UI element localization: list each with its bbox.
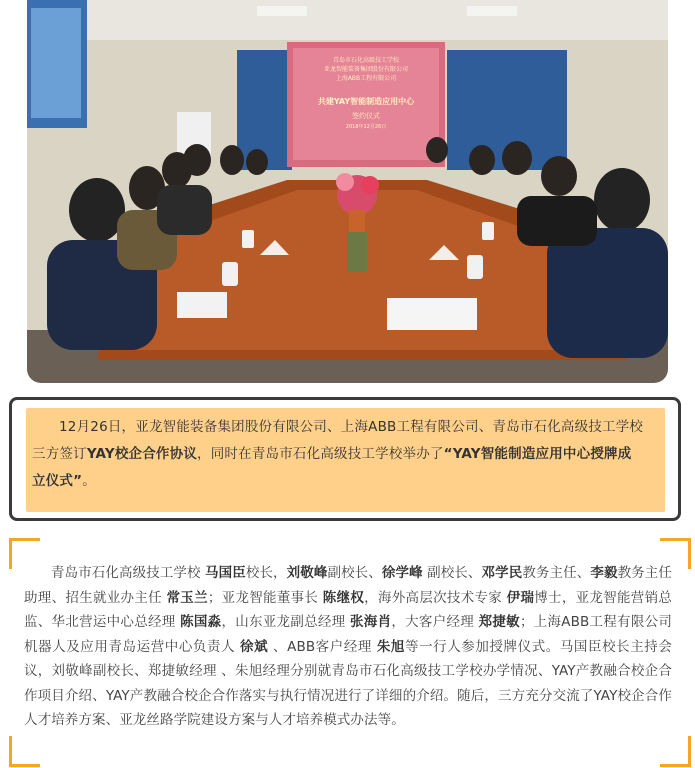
card-text-segment: 。 (82, 473, 96, 489)
card-bold-segment: YAY校企合作协议 (86, 446, 198, 462)
body-text-segment: 教务主任助理、招生就业办主任 (24, 565, 672, 606)
body-text-segment: 副校长、 (327, 565, 382, 581)
body-text-segment: ，大客户经理 (391, 614, 479, 630)
person-name: 马国臣 (205, 565, 246, 581)
person-name: 郑捷敏 (478, 614, 520, 630)
card-text-segment: 12月26日，亚龙智能装备集团股份有限公司、上海ABB工程有限公司、青岛市石化高级技工学校三方签订 (32, 419, 644, 462)
person-name: 李毅 (590, 565, 618, 581)
screen-line: 亚龙智能装备集团股份有限公司 (323, 66, 408, 73)
frame-corner-bottom-left (9, 736, 40, 767)
person-name: 张海肖 (350, 614, 392, 630)
attendees-paragraph (24, 561, 672, 733)
person-name: 刘敬峰 (286, 565, 328, 581)
person-name: 徐斌 (240, 638, 269, 655)
body-text-segment: 青岛市石化高级技工学校 (51, 565, 206, 581)
screen-line: 2018年12月26日 (345, 124, 387, 130)
highlight-paragraph (32, 414, 644, 495)
frame-corner-bottom-right (660, 736, 691, 767)
screen-line: 上海ABB工程有限公司 (335, 75, 397, 82)
body-text-segment: 副校长、 (422, 565, 482, 581)
body-text-segment: 教务主任、 (522, 565, 591, 581)
body-text-segment: ，海外高层次技术专家 (364, 589, 507, 606)
person-name: 常玉兰 (166, 589, 208, 606)
person-name: 徐学峰 (381, 565, 423, 581)
screen-line: 青岛市石化高级技工学校 (332, 57, 399, 64)
card-text-segment: ，同时在青岛市石化高级技工学校举办了 (197, 446, 444, 462)
screen-line: 签约仪式 (352, 112, 380, 120)
body-text-segment: ；亚龙智能董事长 (207, 589, 323, 606)
person-name: 邓学民 (481, 565, 523, 581)
person-name: 陈继权 (322, 589, 365, 606)
body-text-segment: ；上海ABB工程有限公司机器人及应用青岛运营中心负责人 (24, 614, 672, 655)
highlight-card (9, 397, 681, 521)
body-text-segment: 博士，亚龙智能营销总监、华北营运中心总经理 (24, 589, 672, 630)
body-text-segment: ，山东亚龙副总经理 (221, 614, 351, 630)
card-bold-segment: “YAY智能制造应用中心授牌成立仪式” (32, 446, 632, 489)
body-text-segment: 等一行人参加授牌仪式。马国臣校长主持会议，刘敬峰副校长、郑捷敏经理 、朱旭经理分别就青岛市石化高级技工学校办学情况、YAY产教融合校企合作项目介绍、YAY产教融合校企合作落实与执行情况进行了详细的介绍。随后，三方充分交流了YAY校企合作人才培养方案、亚龙丝路学院建设方案与人才培养模式办法等。 (24, 638, 672, 728)
body-text-segment: 校长， (245, 565, 287, 581)
projection-screen-text (298, 56, 434, 132)
person-name: 伊瑞 (506, 589, 535, 606)
meeting-photo (27, 0, 668, 383)
body-text-segment: 、ABB客户经理 (268, 638, 377, 655)
person-name: 陈国淼 (180, 614, 222, 630)
person-name: 朱旭 (376, 638, 405, 655)
screen-line: 共建YAY智能制造应用中心 (317, 97, 415, 106)
